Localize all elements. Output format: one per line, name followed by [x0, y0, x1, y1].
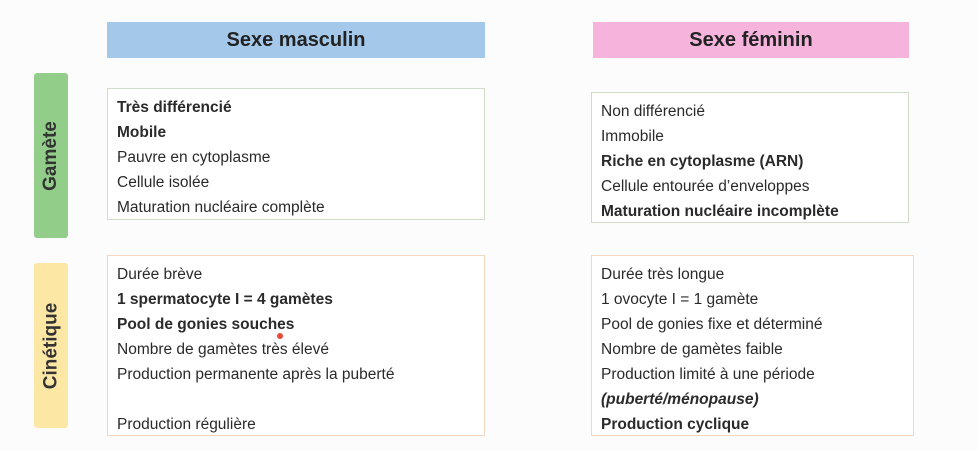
list-item: Production permanente après la puberté	[117, 366, 395, 383]
gamete-female-box	[591, 92, 909, 223]
cinetique-female-box	[591, 255, 914, 436]
header-male	[107, 22, 485, 58]
list-item: (puberté/ménopause)	[601, 391, 759, 408]
list-item: Maturation nucléaire complète	[117, 199, 325, 216]
list-item: Nombre de gamètes très élevé	[117, 341, 329, 358]
list-item: Durée très longue	[601, 266, 725, 283]
list-item: Pauvre en cytoplasme	[117, 149, 271, 166]
list-item: Nombre de gamètes faible	[601, 341, 783, 358]
gamete-male-box	[107, 88, 485, 220]
list-item: 1 ovocyte I = 1 gamète	[601, 291, 759, 308]
list-item: Pool de gonies fixe et déterminé	[601, 316, 823, 333]
list-item: Production régulière	[117, 416, 256, 433]
list-item: 1 spermatocyte I = 4 gamètes	[117, 291, 333, 308]
list-item: Riche en cytoplasme (ARN)	[601, 153, 804, 170]
list-item: Non différencié	[601, 103, 705, 120]
spacer	[117, 387, 484, 412]
list-item: Pool de gonies souches	[117, 316, 295, 333]
list-item: Très différencié	[117, 99, 232, 116]
list-item: Immobile	[601, 128, 664, 145]
list-item: Durée brève	[117, 266, 203, 283]
header-female	[593, 22, 909, 58]
list-item: Production limité à une période	[601, 366, 815, 383]
row-label-cinetique-text: Cinétique	[40, 302, 61, 389]
header-male-label: Sexe masculin	[226, 28, 366, 51]
list-item: Production cyclique	[601, 416, 750, 433]
row-label-gamete-text: Gamète	[40, 120, 62, 191]
list-item: Maturation nucléaire incomplète	[601, 203, 839, 220]
row-label-gamete	[34, 73, 68, 238]
list-item: Cellule isolée	[117, 174, 210, 191]
list-item: Cellule entourée d’enveloppes	[601, 178, 810, 195]
header-female-label: Sexe féminin	[689, 28, 813, 51]
list-item: Mobile	[117, 124, 167, 141]
cinetique-male-box	[107, 255, 485, 436]
cursor-dot-icon	[277, 333, 283, 339]
row-label-cinetique	[34, 263, 68, 428]
